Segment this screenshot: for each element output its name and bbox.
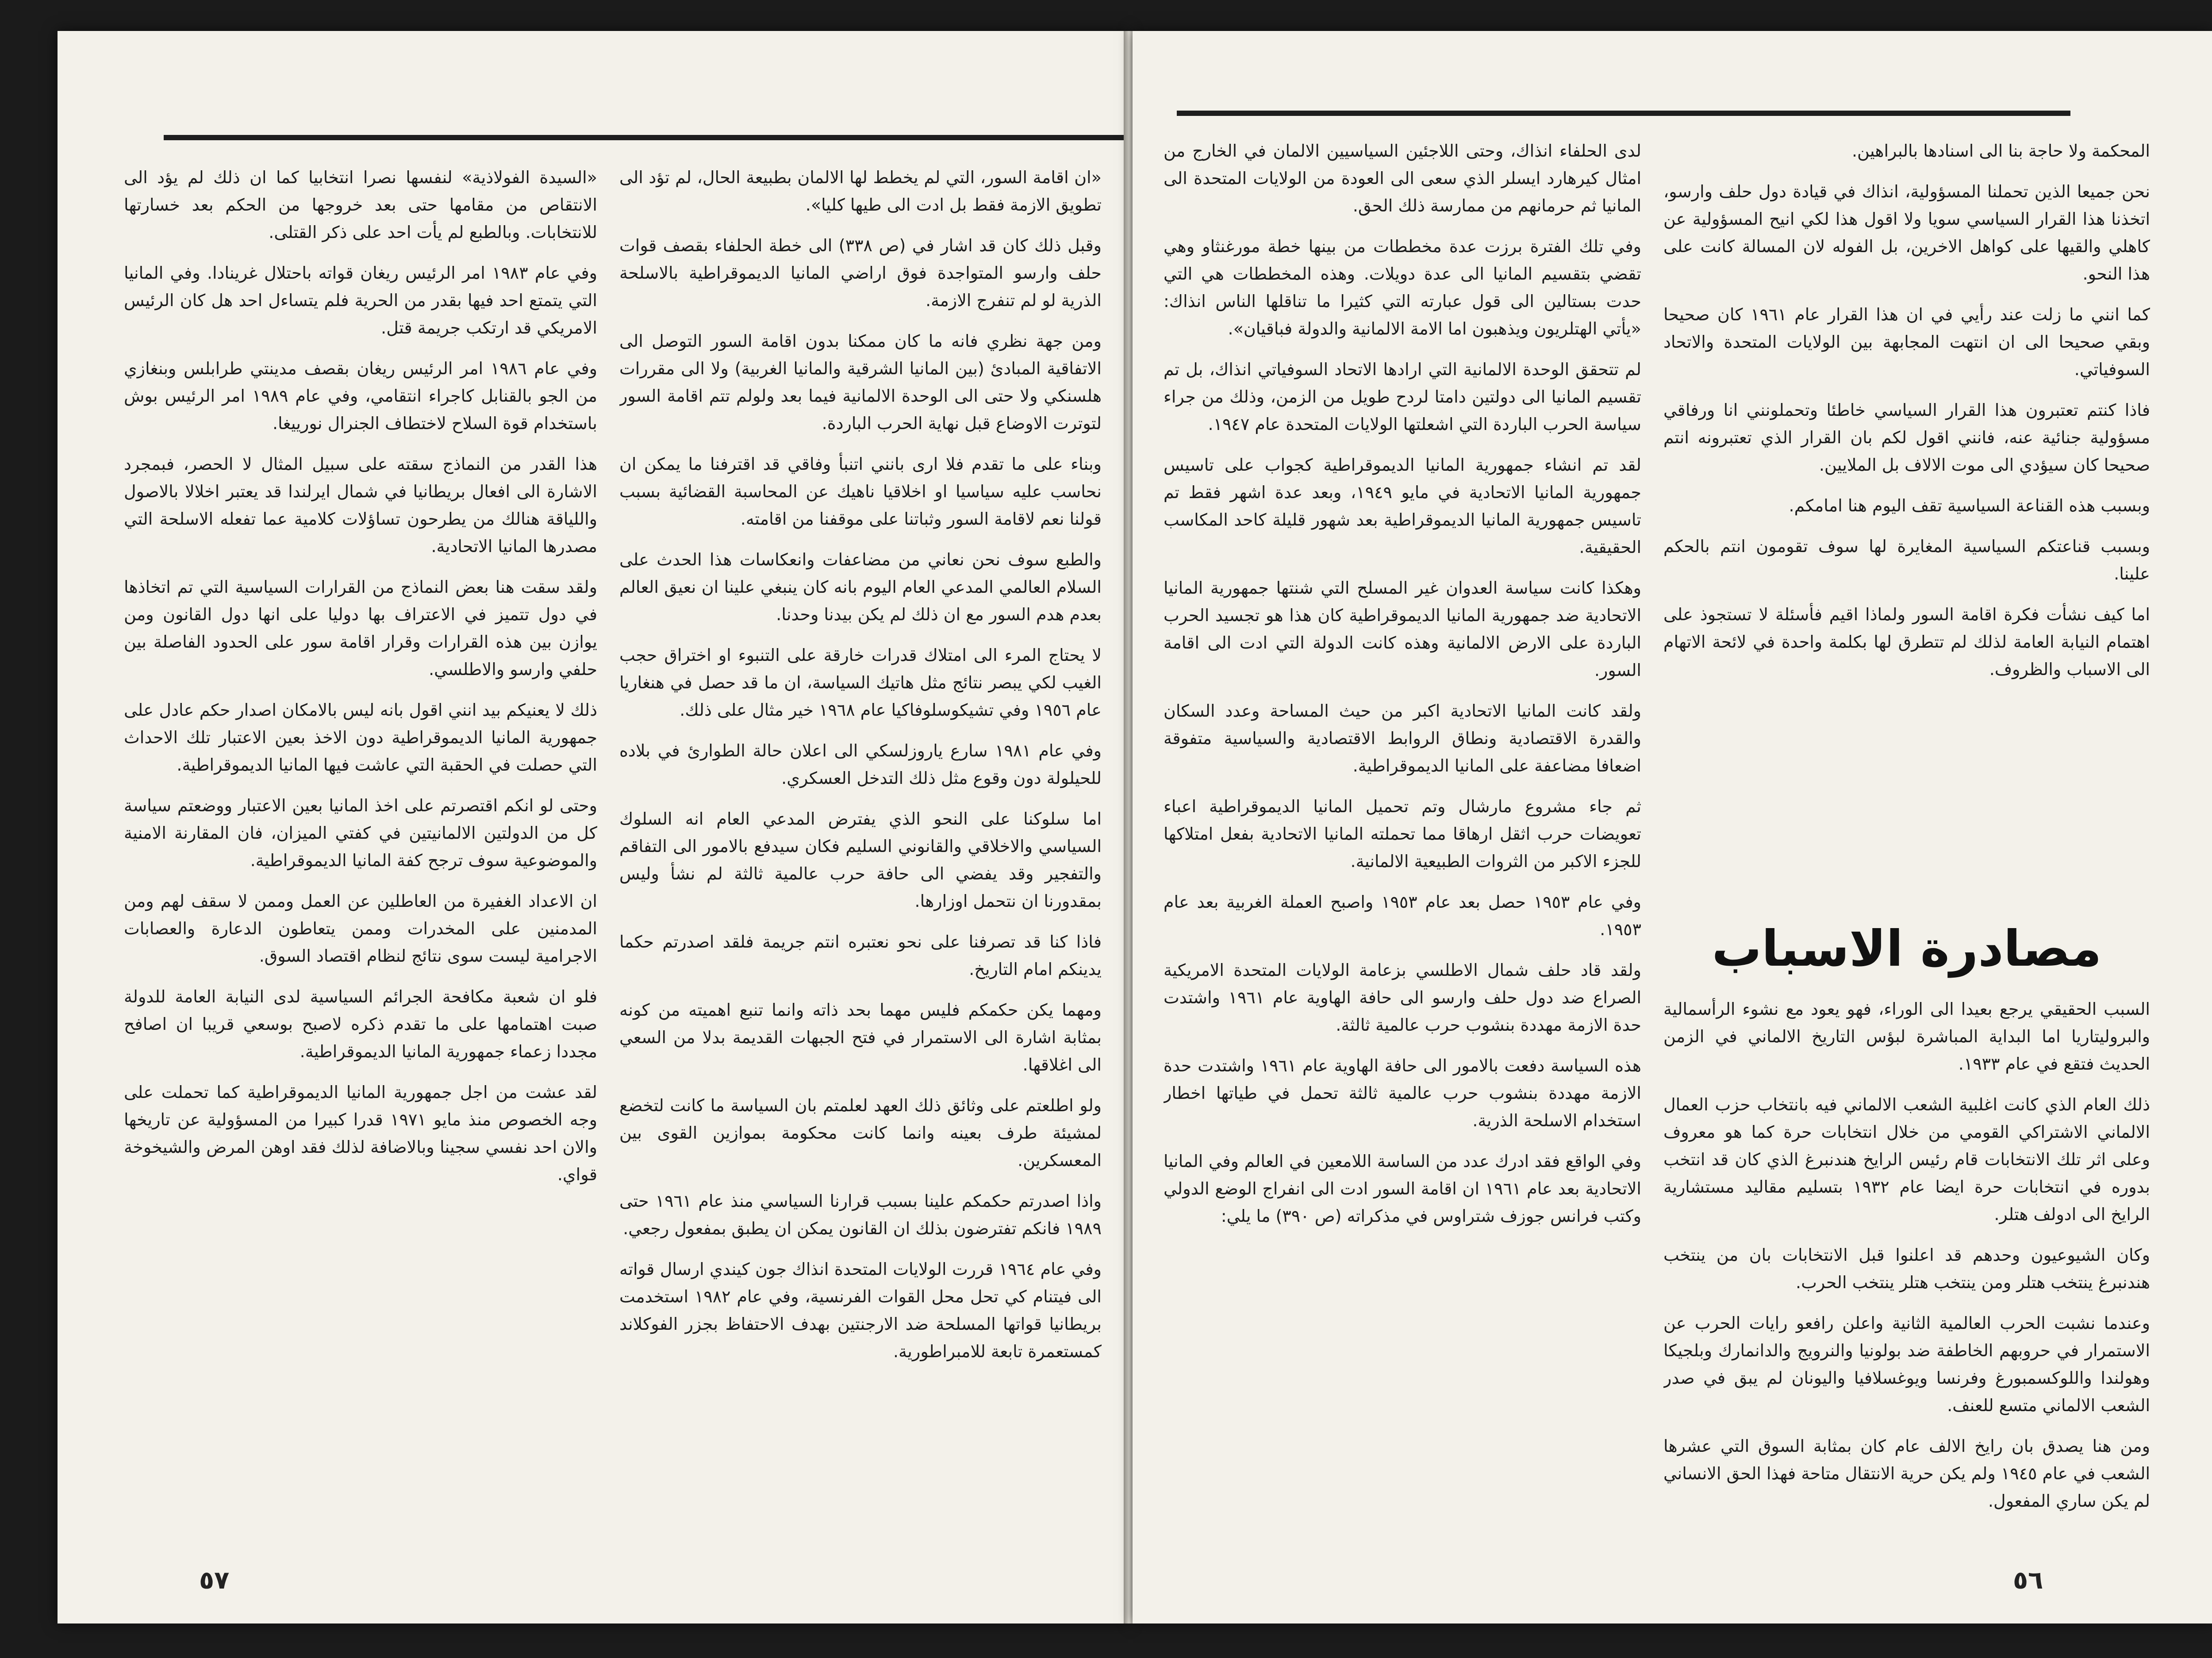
paragraph: «ان اقامة السور، التي لم يخطط لها الالمان بطبيعة الحال، لم تؤد الى تطويق الازمة فقط بل ادت الى طيها كليا». <box>619 168 1102 215</box>
paragraph: ومهما يكن حكمكم فليس مهما بحد ذاته وانما تنبع اهميته من كونه بمثابة اشارة الى الاستمرار في فتح الجبهات القديمة بدلا من السعي الى اغلاقها. <box>619 1000 1102 1075</box>
paragraph: ولقد سقت هنا بعض النماذج من القرارات السياسية التي تم اتخاذها في دول تتميز في الاعتراف بها دوليا على انها دول القانون ومن يوازن بين هذه القرارات وقرار اقامة سور على الحدود الفاصلة بين حلفي وارسو والاطلسي. <box>124 577 597 679</box>
paragraph: كما انني ما زلت عند رأيي في ان هذا القرار عام ١٩٦١ كان صحيحا وبقي صحيحا الى ان انتهت المجابهة بين الولايات المتحدة والاتحاد السوفياتي. <box>1663 305 2150 379</box>
right-page-column-left <box>1164 137 1641 1553</box>
paragraph: ولو اطلعتم على وثائق ذلك العهد لعلمتم بان السياسة ما كانت لتخضع لمشيئة طرف بعينه وانما كانت محكومة بموازين القوى بين المعسكرين. <box>619 1096 1102 1170</box>
paragraph: هذا القدر من النماذج سقته على سبيل المثال لا الحصر، فبمجرد الاشارة الى افعال بريطانيا في شمال ايرلندا قد يعتبر اخلالا بالاصول واللياقة هنالك من يطرحون تساؤلات كلامية عما تفعله الاسلحة التي مصدرها المانيا الاتحادية. <box>124 454 597 556</box>
paragraph: ثم جاء مشروع مارشال وتم تحميل المانيا الديموقراطية اعباء تعويضات حرب اثقل ارهاقا مما تحملته المانيا الاتحادية بفعل امتلاكها للجزء الاكبر من الثروات الطبيعية الالمانية. <box>1164 797 1641 871</box>
right-page-column-right-bottom <box>1663 995 2150 1553</box>
paragraph: وفي الواقع فقد ادرك عدد من الساسة اللامعين في العالم وفي المانيا الاتحادية بعد عام ١٩٦١ ان اقامة السور ادت الى انفراج الوضع الدولي وكتب فرانس جوزف شتراوس في مذكراته (ص ٣٩٠) ما يلي: <box>1164 1151 1641 1226</box>
paragraph: وفي تلك الفترة برزت عدة مخططات من بينها خطة مورغنثاو وهي تقضي بتقسيم المانيا الى عدة دويلات. وهذه المخططات هي التي حدت بستالين الى قول عبارته التي كثيرا ما تناقلها الناس انذاك: «يأتي الهتلريون ويذهبون اما الامة الالمانية والدولة فباقيان». <box>1164 237 1641 338</box>
left-page-column-left <box>124 164 597 1548</box>
paragraph: ومن هنا يصدق بان رايخ الالف عام كان بمثابة السوق التي عشرها الشعب في عام ١٩٤٥ ولم يكن حرية الانتقال متاحة فهذا الحق الانساني لم يكن ساري المفعول. <box>1663 1436 2150 1511</box>
paragraph: هذه السياسة دفعت بالامور الى حافة الهاوية عام ١٩٦١ واشتدت حدة الازمة مهددة بنشوب حرب عالمية ثالثة تحمل في طياتها اخطار استخدام الاسلحة الذرية. <box>1164 1056 1641 1130</box>
paragraph: لا يحتاج المرء الى امتلاك قدرات خارقة على التنبوء او اختراق حجب الغيب لكي يبصر نتائج مثل هاتيك السياسة، ان ما قد حصل في هنغاريا عام ١٩٥٦ وفي تشيكوسلوفاكيا عام ١٩٦٨ خير مثال على ذلك. <box>619 645 1102 720</box>
paragraph: ولقد كانت المانيا الاتحادية اكبر من حيث المساحة وعدد السكان والقدرة الاقتصادية ونطاق الروابط الاقتصادية والسياسية متفوقة اضعافا مضاعفة على المانيا الديموقراطية. <box>1164 701 1641 775</box>
paragraph: وفي عام ١٩٥٣ حصل بعد عام ١٩٥٣ واصبح العملة الغربية بعد عام ١٩٥٣. <box>1164 892 1641 939</box>
paragraph: لقد عشت من اجل جمهورية المانيا الديموقراطية كما تحملت على وجه الخصوص منذ مايو ١٩٧١ قدرا كبيرا من المسؤولية عن تاريخها والان احد نفسي سجينا وبالاضافة لذلك فقد اوهن المرض والشيخوخة قواي. <box>124 1082 597 1184</box>
paragraph: ولقد قاد حلف شمال الاطلسي بزعامة الولايات المتحدة الامريكية الصراع ضد دول حلف وارسو الى حافة الهاوية عام ١٩٦١ واشتدت حدة الازمة مهددة بنشوب حرب عالمية ثالثة. <box>1164 960 1641 1035</box>
paragraph: وبسبب قناعتكم السياسية المغايرة لها سوف تقومون انتم بالحكم علينا. <box>1663 537 2150 583</box>
paragraph: والطبع سوف نحن نعاني من مضاعفات وانعكاسات هذا الحدث على السلام العالمي المدعي العام اليوم بانه كان ينبغي علينا ان نعيق العالم بعدم هدم السور مع ان ذلك لم يكن بيدنا وحدنا. <box>619 550 1102 624</box>
paragraph: وفي عام ١٩٨٣ امر الرئيس ريغان قواته باحتلال غرينادا. وفي المانيا التي يتمتع احد فيها بقدر من الحرية فلم يتساءل احد هل كان الرئيس الامريكي قد ارتكب جريمة قتل. <box>124 263 597 338</box>
page-number: ٥٧ <box>199 1566 230 1595</box>
top-rule <box>164 135 1128 140</box>
page-number: ٥٦ <box>2013 1566 2043 1595</box>
paragraph: السبب الحقيقي يرجع بعيدا الى الوراء، فهو يعود مع نشوء الرأسمالية والبروليتاريا اما البداية المباشرة لبؤس التاريخ الالماني في الزمن الحديث فتقع في عام ١٩٣٣. <box>1663 999 2150 1074</box>
paragraph: فلو ان شعبة مكافحة الجرائم السياسية لدى النيابة العامة للدولة صبت اهتمامها على ما تقدم ذكره لاصبح بوسعي قريبا ان اصافح مجددا زعماء جمهورية المانيا الديموقراطية. <box>124 987 597 1061</box>
paragraph: وعندما نشبت الحرب العالمية الثانية واعلن رافعو رايات الحرب عن الاستمرار في حروبهم الخاطفة ضد بولونيا والنرويج والدانمارك وبلجيكا وهولندا واللوكسمبورغ وفرنسا ويوغسلافيا واليونان لم يبق في صدر الشعب الالماني متسع للعنف. <box>1663 1313 2150 1415</box>
paragraph: ومن جهة نظري فانه ما كان ممكنا بدون اقامة السور التوصل الى الاتفاقية المبادئ (بين المانيا الشرقية والمانيا الغربية) ولا الى مقررات هلسنكي ولا حتى الى الوحدة الالمانية فيما بعد ولولم تتم اقامة السور لتوترت الاوضاع قبل نهاية الحرب الباردة. <box>619 331 1102 433</box>
paragraph: ذلك لا يعنيكم بيد انني اقول بانه ليس بالامكان اصدار حكم عادل على جمهورية المانيا الديموقراطية دون الاخذ بعين الاعتبار تلك الاحداث التي حصلت في الحقبة التي عاشت فيها المانيا الديموقراطية. <box>124 700 597 775</box>
paragraph: فاذا كنتم تعتبرون هذا القرار السياسي خاطئا وتحملونني انا ورفاقي مسؤولية جنائية عنه، فانني اقول لكم بان القرار الذي تعتبرونه انتم صحيحا كان سيؤدي الى موت الالاف بل الملايين. <box>1663 400 2150 475</box>
article-headline: مصادرة الاسباب <box>1712 920 2102 978</box>
paragraph: وقبل ذلك كان قد اشار في (ص ٣٣٨) الى خطة الحلفاء بقصف قوات حلف وارسو المتواجدة فوق اراضي المانيا الديموقراطية بالاسلحة الذرية لو لم تنفرج الازمة. <box>619 236 1102 310</box>
left-page-column-right <box>619 164 1102 1548</box>
paragraph: اما سلوكنا على النحو الذي يفترض المدعي العام انه السلوك السياسي والاخلاقي والقانوني السليم فكان سيدفع بالامور الى التفاقم والتفجير وقد يفضي الى حافة حرب عالمية ثالثة لم نشأ وليس بمقدورنا ان نتحمل اوزارها. <box>619 809 1102 911</box>
paragraph: «السيدة الفولاذية» لنفسها نصرا انتخابيا كما ان ذلك لم يؤد الى الانتقاص من مقامها حتى بعد خروجها من الحكم بعد خسارتها للانتخابات. وبالطبع لم يأت احد على ذكر القتلى. <box>124 168 597 242</box>
paragraph: اما كيف نشأت فكرة اقامة السور ولماذا اقيم فأسئلة لا تستجوذ على اهتمام النيابة العامة لذلك لم تتطرق لها بكلمة واحدة في لائحة الاتهام الى الاسباب والظروف. <box>1663 605 2150 679</box>
paragraph: المحكمة ولا حاجة بنا الى اسنادها بالبراهين. <box>1851 141 2150 161</box>
paragraph: لم تتحقق الوحدة الالمانية التي ارادها الاتحاد السوفياتي انذاك، بل تم تقسيم المانيا الى دولتين دامتا لردح طويل من الزمن، وذلك من جراء سياسة الحرب الباردة التي اشعلتها الولايات المتحدة عام ١٩٤٧. <box>1164 360 1641 434</box>
paragraph: وفي عام ١٩٨١ سارع ياروزلسكي الى اعلان حالة الطوارئ في بلاده للحيلولة دون وقوع مثل ذلك التدخل العسكري. <box>619 741 1102 788</box>
top-rule <box>1177 111 2070 116</box>
paragraph: وكان الشيوعيون وحدهم قد اعلنوا قبل الانتخابات بان من ينتخب هندنبرغ ينتخب هتلر ومن ينتخب هتلر ينتخب الحرب. <box>1663 1245 2150 1292</box>
right-page-column-right-top <box>1663 137 2150 907</box>
paragraph: واذا اصدرتم حكمكم علينا بسبب قرارنا السياسي منذ عام ١٩٦١ حتى ١٩٨٩ فانكم تفترضون بذلك ان القانون يمكن ان يطبق بمفعول رجعي. <box>619 1191 1102 1238</box>
paragraph: فاذا كنا قد تصرفنا على نحو نعتبره انتم جريمة فلقد اصدرتم حكما يدينكم امام التاريخ. <box>619 932 1102 979</box>
paragraph: لقد تم انشاء جمهورية المانيا الديموقراطية كجواب على تاسيس جمهورية المانيا الاتحادية في مايو ١٩٤٩، وبعد عدة اشهر فقط تم تاسيس جمهورية المانيا الديموقراطية بعد شهور قليلة كاحد المكاسب الحقيقية. <box>1164 455 1641 557</box>
paragraph: ذلك العام الذي كانت اغلبية الشعب الالماني فيه بانتخاب حزب العمال الالماني الاشتراكي القومي من خلال انتخابات حرة كما هو معروف وعلى اثر تلك الانتخابات قام رئيس الرايخ هندنبرغ الذي كان قد انتخب بدوره في انتخابات حرة ايضا عام ١٩٣٢ بتسليم مقاليد مستشارية الرايخ الى ادولف هتلر. <box>1663 1095 2150 1224</box>
paragraph: وحتى لو انكم اقتصرتم على اخذ المانيا بعين الاعتبار ووضعتم سياسة كل من الدولتين الالمانيتين في كفتي الميزان، فان المقارنة الامنية والموضوعية سوف ترجح كفة المانيا الديموقراطية. <box>124 796 597 870</box>
paragraph: وهكذا كانت سياسة العدوان غير المسلح التي شنتها جمهورية المانيا الاتحادية ضد جمهورية المانيا الديموقراطية كان هذا هو تجسيد الحرب الباردة على الارض الالمانية وهذه كانت الدولة التي ادت الى اقامة السور. <box>1164 578 1641 680</box>
paragraph: ان الاعداد الغفيرة من العاطلين عن العمل وممن لا سقف لهم ومن المدمنين على المخدرات وممن يتعاطون الدعارة والعصابات الاجرامية ليست سوى نتائج لنظام اقتصاد السوق. <box>124 891 597 966</box>
paragraph: وفي عام ١٩٦٤ قررت الولايات المتحدة انذاك جون كيندي ارسال قواته الى فيتنام كي تحل محل القوات الفرنسية، وفي عام ١٩٨٢ استخدمت بريطانيا قواتها المسلحة ضد الارجنتين بهدف الاحتفاظ بجزر الفوكلاند كمستعمرة تابعة للامبراطورية. <box>619 1259 1102 1361</box>
paragraph: نحن جميعا الذين تحملنا المسؤولية، انذاك في قيادة دول حلف وارسو، اتخذنا هذا القرار السياسي سويا ولا اقول هذا لكي انيح المسؤولية عن كاهلي والقيها على كواهل الاخرين، بل الفوله لان المسالة كانت على هذا النحو. <box>1663 182 2150 284</box>
right-page <box>1133 31 2212 1623</box>
paragraph: وفي عام ١٩٨٦ امر الرئيس ريغان بقصف مدينتي طرابلس وبنغازي من الجو بالقنابل كاجراء انتقامي، وفي عام ١٩٨٩ امر الرئيس بوش باستخدام قوة السلاح لاختطاف الجنرال نورييغا. <box>124 359 597 433</box>
paragraph: وبناء على ما تقدم فلا ارى بانني اتنبأ وفاقي قد اقترفنا ما يمكن ان نحاسب عليه سياسيا او اخلاقيا ناهيك عن المحاسبة القضائية بسبب قولنا نعم لاقامة السور وثباتنا على موقفنا من اقامته. <box>619 454 1102 529</box>
left-page <box>58 31 1128 1623</box>
paragraph: وبسبب هذه القناعة السياسية تقف اليوم هنا امامكم. <box>1789 496 2150 515</box>
paragraph: لدى الحلفاء انذاك، وحتى اللاجئين السياسيين الالمان في الخارج من امثال كيرهارد ايسلر الذي سعى الى العودة من الولايات المتحدة الى المانيا ثم حرمانهم من ممارسة ذلك الحق. <box>1164 141 1641 215</box>
